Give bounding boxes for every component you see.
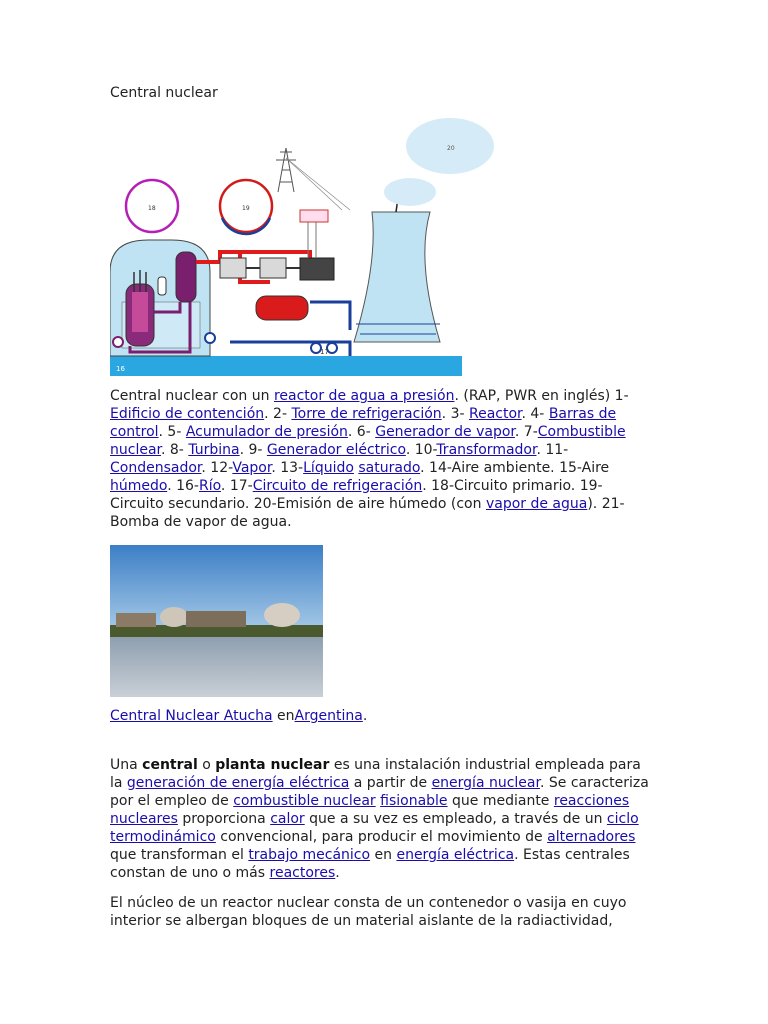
paragraph-text: . Estas centrales constan de uno o más — [110, 847, 630, 881]
link-central-atucha[interactable]: Central Nuclear Atucha — [110, 708, 273, 724]
caption-text: . 2- — [264, 406, 292, 422]
caption-text: . 17- — [220, 478, 253, 494]
paragraph-text: a partir de — [349, 775, 432, 791]
transformer — [300, 210, 328, 222]
diagram-label-18: 18 — [148, 205, 156, 212]
diagram-label-20: 20 — [447, 145, 455, 152]
caption-text: . 6- — [347, 424, 376, 440]
condenser — [256, 296, 308, 320]
link-argentina[interactable]: Argentina — [294, 708, 363, 724]
caption-text: . 16- — [167, 478, 199, 494]
reactor-dome — [264, 603, 300, 627]
paragraph-text: o — [197, 757, 216, 773]
paragraph-reactor-core: El núcleo de un reactor nuclear consta de un contenedor o vasija en cuyo interior se albergan bloques de un material aislante de la radiactividad, — [110, 895, 627, 929]
river-water — [110, 637, 323, 697]
link-energia-nuclear[interactable]: energía nuclear — [431, 775, 540, 791]
link-acumulador-presion[interactable]: Acumulador de presión — [185, 424, 348, 440]
caption-text: Central nuclear con un — [110, 388, 274, 404]
caption-text: . 5- — [158, 424, 186, 440]
caption-text: en — [272, 708, 295, 724]
caption-text: . 12- — [201, 460, 233, 476]
caption-text: . 3- — [441, 406, 469, 422]
link-circuito-refrigeracion[interactable]: Circuito de refrigeración — [252, 478, 423, 494]
turbine-2 — [260, 258, 286, 278]
caption-text: . (RAP, PWR en inglés) 1- — [454, 388, 629, 404]
link-reactores[interactable]: reactores — [269, 865, 336, 881]
link-transformador[interactable]: Transformador — [436, 442, 537, 458]
diagram-caption — [110, 387, 650, 531]
link-generador-vapor[interactable]: Generador de vapor — [375, 424, 515, 440]
link-generacion-energia[interactable]: generación de energía eléctrica — [126, 775, 350, 791]
fuel-core — [132, 292, 148, 332]
cooling-pipe — [310, 302, 350, 330]
bold-term: planta nuclear — [215, 757, 330, 773]
paragraph-text: que transforman el — [110, 847, 249, 863]
cloud-small — [384, 178, 436, 206]
paragraph-text: que mediante — [447, 793, 554, 809]
pressurizer — [158, 277, 166, 295]
link-vapor[interactable]: Vapor — [232, 460, 272, 476]
caption-text: . — [362, 708, 368, 724]
pump-icon — [205, 333, 215, 343]
photo-svg — [110, 545, 323, 697]
link-vapor-agua[interactable]: vapor de agua — [485, 496, 588, 512]
link-combustible-nuclear[interactable]: combustible nuclear — [233, 793, 376, 809]
page-title: Central nuclear — [110, 85, 218, 101]
generator — [300, 258, 334, 280]
caption-text: . 18-Circuito primario. 19-Circuito secundario. 20-Emisión de aire húmedo (con — [110, 478, 603, 512]
paragraph-text: Una — [110, 757, 143, 773]
link-reactor-agua-presion[interactable]: reactor de agua a presión — [273, 388, 455, 404]
pump-icon — [113, 337, 123, 347]
cooling-tower — [354, 212, 440, 342]
link-reacciones-nucleares[interactable]: reacciones nucleares — [110, 793, 630, 827]
link-energia-electrica[interactable]: energía eléctrica — [396, 847, 515, 863]
caption-text: ). 21-Bomba de vapor de agua. — [110, 496, 625, 530]
link-generador-electrico[interactable]: Generador eléctrico — [266, 442, 406, 458]
link-liquido[interactable]: Líquido — [303, 460, 354, 476]
link-saturado[interactable]: saturado — [358, 460, 421, 476]
diagram-label-19: 19 — [242, 205, 250, 212]
caption-text: . 9- — [239, 442, 267, 458]
diagram-label-17: 17 — [320, 348, 329, 356]
reactor-dome — [160, 607, 188, 627]
pylon-icon — [276, 148, 296, 192]
paragraph-text: . — [335, 865, 340, 881]
link-humedo[interactable]: húmedo — [110, 478, 168, 494]
link-barras-control[interactable]: Barras de control — [110, 406, 617, 440]
link-condensador[interactable]: Condensador — [110, 460, 202, 476]
building — [186, 611, 246, 627]
paragraph-text: convencional, para producir el movimiento de — [215, 829, 548, 845]
link-trabajo-mecanico[interactable]: trabajo mecánico — [248, 847, 371, 863]
link-turbina[interactable]: Turbina — [188, 442, 240, 458]
caption-text: . 7- — [514, 424, 538, 440]
link-reactor[interactable]: Reactor — [468, 406, 522, 422]
diagram-label-16: 16 — [116, 365, 125, 373]
paragraph-intro — [110, 756, 650, 882]
diagram-svg — [110, 112, 500, 380]
steam-generator — [176, 252, 196, 302]
steam-pipe — [196, 252, 310, 262]
turbine-1 — [220, 258, 246, 278]
paragraph-text: es una instalación industrial empleada para la — [110, 757, 641, 791]
link-calor[interactable]: calor — [270, 811, 305, 827]
building — [116, 613, 156, 627]
atucha-photo — [110, 545, 323, 697]
link-combustible-nuclear[interactable]: Combustible nuclear — [110, 424, 626, 458]
caption-text: . 10- — [405, 442, 437, 458]
link-torre-refrigeracion[interactable]: Torre de refrigeración — [291, 406, 442, 422]
river-shape — [110, 356, 462, 376]
link-alternadores[interactable]: alternadores — [547, 829, 636, 845]
link-ciclo-termodinamico[interactable]: ciclo termodinámico — [110, 811, 639, 845]
caption-text: . 13- — [271, 460, 304, 476]
link-edificio-contencion[interactable]: Edificio de contención — [110, 406, 265, 422]
link-rio[interactable]: Río — [198, 478, 221, 494]
paragraph-text: en — [370, 847, 397, 863]
photo-caption — [110, 708, 367, 724]
caption-text: . 11- — [536, 442, 569, 458]
link-fisionable[interactable]: fisionable — [380, 793, 448, 809]
caption-text: . 14-Aire ambiente. 15-Aire — [420, 460, 610, 476]
paragraph-text: proporciona — [177, 811, 271, 827]
paragraph-text: que a su vez es empleado, a través de un — [304, 811, 607, 827]
power-line — [286, 158, 350, 210]
paragraph-text: . Se caracteriza por el empleo de — [110, 775, 649, 809]
nuclear-plant-diagram — [110, 112, 500, 380]
caption-text: . 4- — [521, 406, 549, 422]
power-line — [286, 158, 342, 210]
caption-text: . 8- — [161, 442, 189, 458]
bold-term: central — [142, 757, 198, 773]
